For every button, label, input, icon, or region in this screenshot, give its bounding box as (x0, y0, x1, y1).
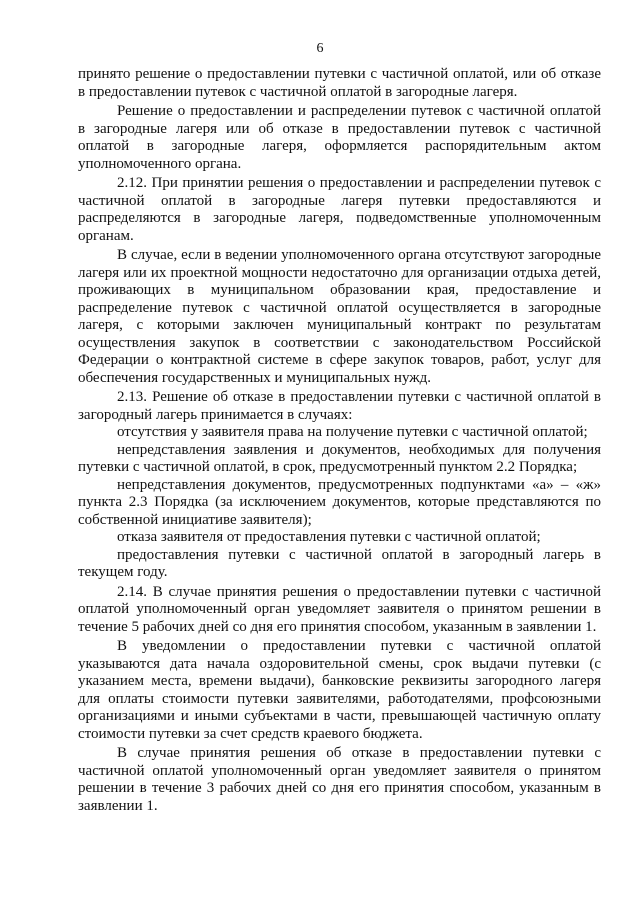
paragraph: 2.13. Решение об отказе в предоставлении путевки с частичной оплатой в загородный лагерь принимается в случаях: (78, 389, 601, 423)
page-number: 6 (316, 41, 324, 56)
paragraph: 2.14. В случае принятия решения о предоставлении путевки с частичной оплатой уполномоченный орган уведомляет заявителя о принятом решении в течение 5 рабочих дней со дня его принятия способом, указанным в заявлении 1. (78, 583, 601, 635)
document-body (78, 66, 601, 815)
paragraph: 2.12. При принятии решения о предоставлении и распределении путевок с частичной оплатой в загородные лагеря путевки предоставляются и распределяются в загородные лагеря, подведомственные уполномоченным органам. (78, 175, 601, 244)
list-item: непредставления документов, предусмотренных подпунктами «а» – «ж» пункта 2.3 Порядка (за исключением документов, которые представляются по собственной инициативе заявителя); (78, 476, 601, 528)
paragraph: В случае, если в ведении уполномоченного органа отсутствуют загородные лагеря или их проектной мощности недостаточно для организации отдыха детей, проживающих в муниципальном образовании края, предоставление и распределение путевок с частичной оплатой осуществляется в загородные лагеря, с которыми заключен муниципальный контракт по результатам осуществления закупок в соответствии с законодательством Российской Федерации о контрактной системе в сфере закупок товаров, работ, услуг для обеспечения государственных и муниципальных нужд. (78, 247, 601, 386)
paragraph: В уведомлении о предоставлении путевки с частичной оплатой указываются дата начала оздоровительной смены, срок выдачи путевки (с указанием места, времени выдачи), банковские реквизиты загородного лагеря для оплаты стоимости путевки заявителями, работодателями, профсоюзными организациями и иными субъектами в части, превышающей частичную оплату стоимости путевки за счет средств краевого бюджета. (78, 638, 601, 742)
list-item: отсутствия у заявителя права на получение путевки с частичной оплатой; (117, 424, 588, 440)
paragraph: В случае принятия решения об отказе в предоставлении путевки с частичной оплатой уполномоченный орган уведомляет заявителя о принятом решении в течение 3 рабочих дней со дня его принятия способом, указанным в заявлении 1. (78, 745, 601, 814)
paragraph: Решение о предоставлении и распределении путевок с частичной оплатой в загородные лагеря или об отказе в предоставлении путевок с частичной оплатой в загородные лагеря, оформляется распорядительным актом уполномоченного органа. (78, 103, 601, 172)
paragraph: принято решение о предоставлении путевки с частичной оплатой, или об отказе в предоставлении путевок с частичной оплатой в загородные лагеря. (78, 66, 601, 100)
list-item: непредставления заявления и документов, необходимых для получения путевки с частичной оплатой, в срок, предусмотренный пунктом 2.2 Порядка; (78, 441, 601, 475)
list-item: отказа заявителя от предоставления путевки с частичной оплатой; (117, 529, 541, 545)
list-item: предоставления путевки с частичной оплатой в загородный лагерь в текущем году. (78, 546, 601, 580)
